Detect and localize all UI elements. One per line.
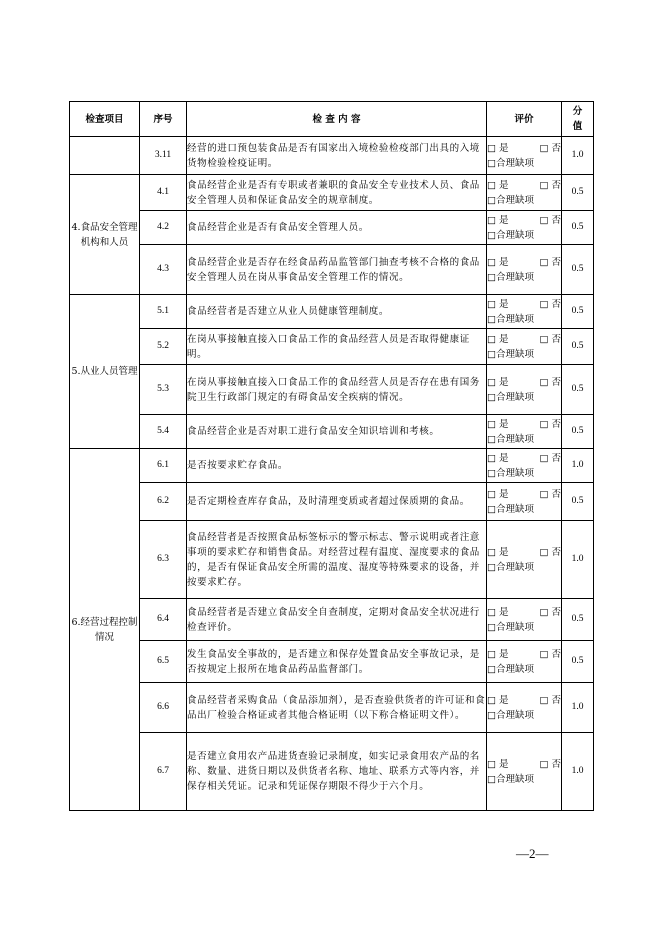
table-row (70, 295, 594, 329)
no-checkbox[interactable]: □ 否 (539, 546, 561, 558)
table-row (70, 137, 594, 175)
table-row (70, 483, 594, 521)
score-value: 0.5 (562, 175, 594, 211)
yes-checkbox[interactable]: □ 是 (487, 694, 509, 706)
evaluation-cell (487, 245, 562, 295)
no-checkbox[interactable]: □ 否 (539, 694, 561, 706)
category-cell: 4.食品安全管理机构和人员 (70, 175, 140, 295)
item-number: 4.3 (140, 245, 187, 295)
page-number: —2— (516, 846, 549, 861)
no-checkbox[interactable]: □ 否 (539, 333, 561, 345)
check-content: 是否建立食用农产品进货查验记录制度，如实记录食用农产品的名称、数量、进货日期以及供货者名称、地址、联系方式等内容，并保存相关凭证。记录和凭证保存期限不得少于六个月。 (187, 733, 487, 811)
item-number: 6.5 (140, 641, 187, 683)
reasonable-missing-checkbox[interactable]: □合理缺项 (487, 157, 534, 169)
table-row (70, 733, 594, 811)
no-checkbox[interactable]: □ 否 (539, 648, 561, 660)
table-row (70, 211, 594, 245)
evaluation-cell (487, 175, 562, 211)
check-content: 食品经营者采购食品（食品添加剂），是否查验供货者的许可证和食品出厂检验合格证或者其他合格证明（以下称合格证明文件）。 (187, 683, 487, 733)
reasonable-missing-checkbox[interactable]: □合理缺项 (487, 229, 534, 241)
no-checkbox[interactable]: □ 否 (539, 179, 561, 191)
table-row (70, 641, 594, 683)
score-value: 1.0 (562, 733, 594, 811)
no-checkbox[interactable]: □ 否 (539, 758, 561, 770)
item-number: 4.2 (140, 211, 187, 245)
no-checkbox[interactable]: □ 否 (539, 418, 561, 430)
score-value: 0.5 (562, 483, 594, 521)
header-score (562, 102, 594, 137)
check-content: 食品经营企业是否有食品安全管理人员。 (187, 211, 487, 245)
header-item: 检查项目 (70, 102, 140, 137)
item-number: 5.1 (140, 295, 187, 329)
category-cell: 6.经营过程控制情况 (70, 449, 140, 811)
yes-checkbox[interactable]: □ 是 (487, 758, 509, 770)
score-value: 0.5 (562, 295, 594, 329)
score-value: 0.5 (562, 211, 594, 245)
table-row (70, 175, 594, 211)
item-number: 3.11 (140, 137, 187, 175)
check-content: 是否定期检查库存食品，及时清理变质或者超过保质期的食品。 (187, 483, 487, 521)
evaluation-cell (487, 521, 562, 599)
table-row (70, 599, 594, 641)
header-row (70, 102, 594, 137)
check-content: 发生食品安全事故的，是否建立和保存处置食品安全事故记录，是否按规定上报所在地食品药品监督部门。 (187, 641, 487, 683)
score-value: 1.0 (562, 683, 594, 733)
check-content: 经营的进口预包装食品是否有国家出入境检验检疫部门出具的入境货物检验检疫证明。 (187, 137, 487, 175)
evaluation-cell (487, 483, 562, 521)
yes-checkbox[interactable]: □ 是 (487, 256, 509, 268)
yes-checkbox[interactable]: □ 是 (487, 606, 509, 618)
score-value: 1.0 (562, 137, 594, 175)
category-cell: 5.从业人员管理 (70, 295, 140, 449)
score-value: 0.5 (562, 365, 594, 415)
table-row (70, 415, 594, 449)
header-no: 序号 (140, 102, 187, 137)
table-row (70, 245, 594, 295)
score-value: 0.5 (562, 641, 594, 683)
reasonable-missing-checkbox[interactable]: □合理缺项 (487, 621, 534, 633)
evaluation-cell (487, 599, 562, 641)
score-value: 1.0 (562, 449, 594, 483)
yes-checkbox[interactable]: □ 是 (487, 333, 509, 345)
item-number: 4.1 (140, 175, 187, 211)
reasonable-missing-checkbox[interactable]: □合理缺项 (487, 194, 534, 206)
reasonable-missing-checkbox[interactable]: □合理缺项 (487, 561, 534, 573)
score-value: 0.5 (562, 245, 594, 295)
reasonable-missing-checkbox[interactable]: □合理缺项 (487, 467, 534, 479)
inspection-table (69, 101, 594, 811)
item-number: 5.4 (140, 415, 187, 449)
check-content: 食品经营企业是否有专职或者兼职的食品安全专业技术人员、食品安全管理人员和保证食品安全的规章制度。 (187, 175, 487, 211)
evaluation-cell (487, 211, 562, 245)
score-value: 0.5 (562, 329, 594, 365)
reasonable-missing-checkbox[interactable]: □合理缺项 (487, 348, 534, 360)
yes-checkbox[interactable]: □ 是 (487, 648, 509, 660)
score-value: 1.0 (562, 521, 594, 599)
yes-checkbox[interactable]: □ 是 (487, 376, 509, 388)
reasonable-missing-checkbox[interactable]: □合理缺项 (487, 271, 534, 283)
evaluation-cell (487, 449, 562, 483)
check-content: 食品经营者是否建立食品安全自查制度，定期对食品安全状况进行检查评价。 (187, 599, 487, 641)
reasonable-missing-checkbox[interactable]: □合理缺项 (487, 503, 534, 515)
evaluation-cell (487, 295, 562, 329)
yes-checkbox[interactable]: □ 是 (487, 488, 509, 500)
header-score-label: 分值 (572, 106, 583, 132)
table-row (70, 449, 594, 483)
evaluation-cell (487, 683, 562, 733)
item-number: 6.4 (140, 599, 187, 641)
evaluation-cell (487, 415, 562, 449)
no-checkbox[interactable]: □ 否 (539, 606, 561, 618)
item-number: 6.3 (140, 521, 187, 599)
check-content: 食品经营企业是否存在经食品药品监管部门抽查考核不合格的食品安全管理人员在岗从事食品安全管理工作的情况。 (187, 245, 487, 295)
yes-checkbox[interactable]: □ 是 (487, 142, 509, 154)
evaluation-cell (487, 137, 562, 175)
check-content: 食品经营者是否建立从业人员健康管理制度。 (187, 295, 487, 329)
no-checkbox[interactable]: □ 否 (539, 376, 561, 388)
check-content: 是否按要求贮存食品。 (187, 449, 487, 483)
category-cell-empty (70, 137, 140, 175)
header-eval: 评价 (487, 102, 562, 137)
score-value: 0.5 (562, 599, 594, 641)
evaluation-cell (487, 733, 562, 811)
item-number: 5.3 (140, 365, 187, 415)
table-row (70, 329, 594, 365)
table-body (70, 137, 594, 811)
yes-checkbox[interactable]: □ 是 (487, 298, 509, 310)
reasonable-missing-checkbox[interactable]: □合理缺项 (487, 313, 534, 325)
no-checkbox[interactable]: □ 否 (539, 452, 561, 464)
evaluation-cell (487, 329, 562, 365)
reasonable-missing-checkbox[interactable]: □合理缺项 (487, 773, 534, 785)
score-value: 0.5 (562, 415, 594, 449)
check-content: 在岗从事接触直接入口食品工作的食品经营人员是否存在患有国务院卫生行政部门规定的有碍食品安全疾病的情况。 (187, 365, 487, 415)
no-checkbox[interactable]: □ 否 (539, 214, 561, 226)
table-row (70, 521, 594, 599)
check-content: 食品经营企业是否对职工进行食品安全知识培训和考核。 (187, 415, 487, 449)
item-number: 6.2 (140, 483, 187, 521)
item-number: 6.6 (140, 683, 187, 733)
yes-checkbox[interactable]: □ 是 (487, 418, 509, 430)
item-number: 6.1 (140, 449, 187, 483)
yes-checkbox[interactable]: □ 是 (487, 214, 509, 226)
yes-checkbox[interactable]: □ 是 (487, 179, 509, 191)
no-checkbox[interactable]: □ 否 (539, 142, 561, 154)
reasonable-missing-checkbox[interactable]: □合理缺项 (487, 709, 534, 721)
table-row (70, 365, 594, 415)
table-row (70, 683, 594, 733)
no-checkbox[interactable]: □ 否 (539, 488, 561, 500)
reasonable-missing-checkbox[interactable]: □合理缺项 (487, 433, 534, 445)
evaluation-cell (487, 641, 562, 683)
header-content: 检 查 内 容 (187, 102, 487, 137)
no-checkbox[interactable]: □ 否 (539, 298, 561, 310)
item-number: 5.2 (140, 329, 187, 365)
check-content: 食品经营者是否按照食品标签标示的警示标志、警示说明或者注意事项的要求贮存和销售食品。对经营过程有温度、湿度要求的食品的，是否有保证食品安全所需的温度、湿度等特殊要求的设备，并按要求贮存。 (187, 521, 487, 599)
item-number: 6.7 (140, 733, 187, 811)
evaluation-cell (487, 365, 562, 415)
yes-checkbox[interactable]: □ 是 (487, 452, 509, 464)
yes-checkbox[interactable]: □ 是 (487, 546, 509, 558)
reasonable-missing-checkbox[interactable]: □合理缺项 (487, 663, 534, 675)
check-content: 在岗从事接触直接入口食品工作的食品经营人员是否取得健康证明。 (187, 329, 487, 365)
reasonable-missing-checkbox[interactable]: □合理缺项 (487, 391, 534, 403)
no-checkbox[interactable]: □ 否 (539, 256, 561, 268)
